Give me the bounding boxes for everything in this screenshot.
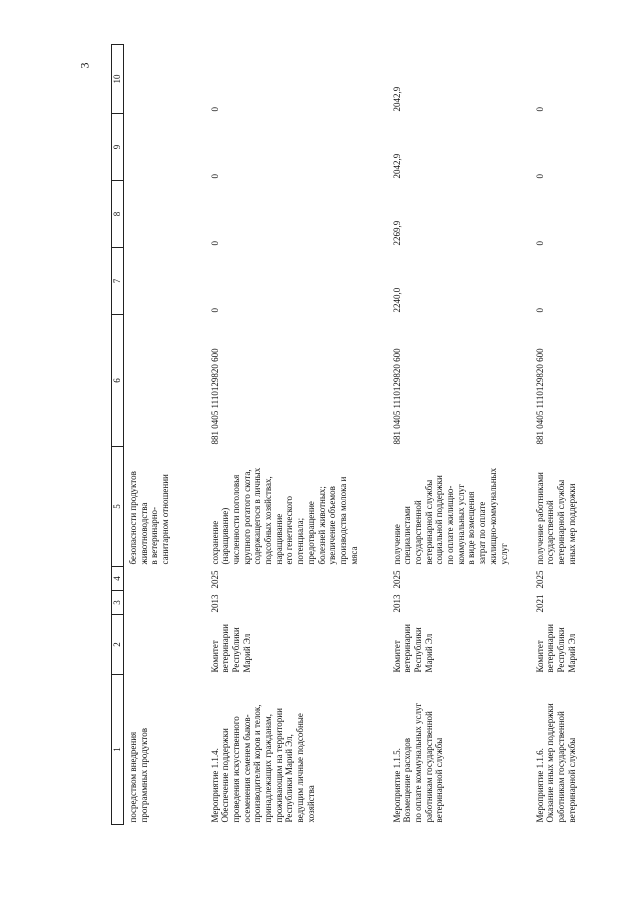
column-header: 2 — [112, 615, 124, 675]
start-year-cell — [124, 591, 208, 615]
value-cell: 0 — [209, 107, 220, 112]
value-cell: 0 — [534, 174, 545, 179]
value-cell — [124, 181, 208, 248]
start-year-cell: 2021 — [534, 594, 545, 613]
page-number: 3 — [77, 62, 92, 69]
column-header: 4 — [112, 567, 124, 591]
column-header: 3 — [112, 591, 124, 615]
end-year-cell — [124, 567, 208, 591]
column-header: 9 — [112, 114, 124, 181]
budget-code-cell: 881 0405 1110129820 600 — [534, 348, 545, 445]
program-table — [111, 44, 623, 825]
value-cell: 0 — [209, 308, 220, 313]
start-year-cell: 2013 — [391, 594, 402, 613]
result-cell: получение работниками государственной ветеринарной службы иных мер поддержки — [534, 472, 577, 565]
value-cell — [124, 45, 208, 114]
result-cell: получение специалистами государственной ветеринарной службы социальной поддержки по оплате жилищно- коммунальных услуг в виде возмещения затрат по оплате жилищно-коммунальных услуг — [391, 467, 509, 565]
table-row — [390, 45, 533, 825]
value-cell: 0 — [209, 241, 220, 246]
value-cell: 2269,9 — [391, 220, 402, 246]
rotated-table-wrapper — [111, 45, 626, 825]
budget-code-cell — [124, 315, 208, 447]
measure-cell: Мероприятие 1.1.5. Возмещение расходов по оплате коммунальных услуг работникам государственной ветеринарной службы — [391, 702, 445, 823]
table-row — [208, 45, 390, 825]
value-cell: 0 — [534, 308, 545, 313]
value-cell: 0 — [534, 241, 545, 246]
executor-cell — [124, 615, 208, 675]
start-year-cell: 2013 — [209, 594, 220, 613]
budget-code-cell: 881 0405 1110129820 600 — [391, 348, 402, 445]
column-header: 6 — [112, 315, 124, 447]
value-cell: 2042,9 — [391, 86, 402, 112]
executor-cell: Комитет ветеринарии Республики Марий Эл — [534, 624, 577, 673]
table-header — [112, 45, 124, 825]
value-cell: 2042,9 — [391, 153, 402, 179]
end-year-cell: 2025 — [534, 570, 545, 589]
measure-cell: Мероприятие 1.1.6. Оказание иных мер поддержки работникам государственной ветеринарной службы — [534, 703, 577, 823]
end-year-cell: 2025 — [391, 570, 402, 589]
column-header: 10 — [112, 45, 124, 114]
table-body — [124, 45, 623, 825]
value-cell: 2240,0 — [391, 287, 402, 313]
value-cell — [124, 114, 208, 181]
result-cell: безопасности продуктов животноводства в ветеринарно- санитарном отношении — [128, 471, 171, 565]
column-header: 7 — [112, 248, 124, 315]
table-row — [124, 45, 208, 825]
value-cell: 0 — [534, 107, 545, 112]
value-cell — [124, 248, 208, 315]
executor-cell: Комитет ветеринарии Республики Марий Эл — [391, 624, 434, 673]
executor-cell: Комитет ветеринарии Республики Марий Эл — [209, 624, 252, 673]
value-cell: 0 — [209, 174, 220, 179]
result-cell: сохранение (наращивание) численности поголовья крупного рогатого скота, содержащегося в личных подсобных хозяйствах, наращивание его генетического потенциала; предотвращение болезней животных; увеличение объемов производства молока и мяса — [209, 467, 359, 565]
column-header: 8 — [112, 181, 124, 248]
column-header: 1 — [112, 675, 124, 825]
column-header: 5 — [112, 447, 124, 567]
measure-cell: Мероприятие 1.1.4. Обеспечение поддержки проведения искусственного осеменения семенем быков- производителей коров и телок, принадлежащих гражданам, проживающим на территории Республики Марий Эл, ведущим личные подсобные хозяйства — [209, 704, 316, 823]
budget-code-cell: 881 0405 1110129820 600 — [209, 348, 220, 445]
end-year-cell: 2025 — [209, 570, 220, 589]
table-row — [533, 45, 623, 825]
measure-cell: посредством внедрения программных продуктов — [128, 728, 149, 823]
